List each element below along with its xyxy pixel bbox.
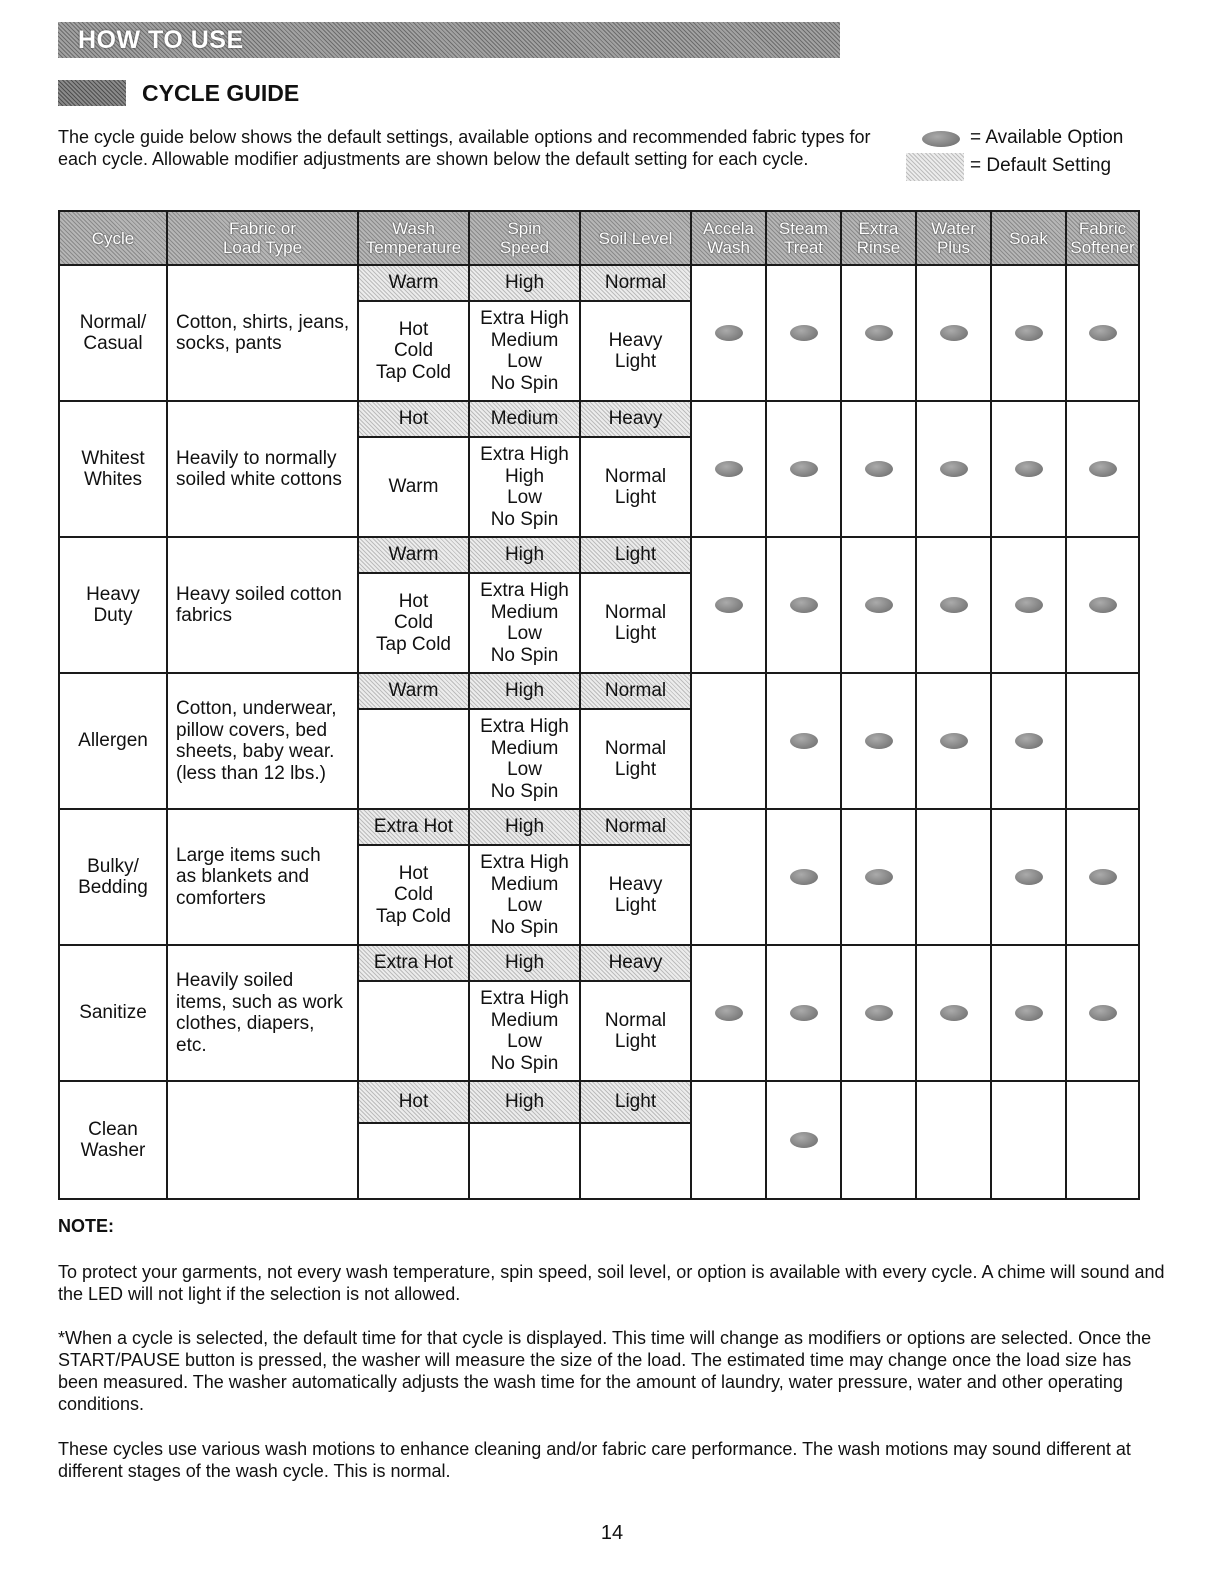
available-option-dot <box>790 597 818 613</box>
default-spin-speed-cell: High <box>468 264 579 300</box>
banner-title: HOW TO USE <box>78 26 244 54</box>
soak-option-cell <box>990 400 1065 536</box>
spin-speed-options-cell: Extra High Medium Low No Spin <box>468 300 579 400</box>
wash-temperature-options-cell <box>357 980 468 1080</box>
available-option-dot <box>1015 869 1043 885</box>
spin-speed-options-cell: Extra High Medium Low No Spin <box>468 980 579 1080</box>
available-option-legend-icon <box>922 131 960 147</box>
available-option-dot <box>1089 597 1117 613</box>
soak-option-cell <box>990 808 1065 944</box>
note-paragraph-garments: To protect your garments, not every wash temperature, spin speed, soil level, or option is available with every cycle. A chime will sound and the LED will not light if the selection is not allowed. <box>58 1262 1165 1304</box>
intro-paragraph: The cycle guide below shows the default settings, available options and recommended fabric types for each cycle. Allowable modifier adjustments are shown below the default setting for each cycle. <box>58 127 871 169</box>
available-option-dot <box>940 325 968 341</box>
fabric-softener-option-cell <box>1065 264 1138 400</box>
accela-wash-option-cell <box>690 808 765 944</box>
water-plus-option-cell <box>915 944 990 1080</box>
fabric-type-cell: Heavy soiled cotton fabrics <box>166 536 357 672</box>
fabric-type-cell: Large items such as blankets and comforters <box>166 808 357 944</box>
cycle-name-cell: Bulky/ Bedding <box>58 808 166 944</box>
available-option-dot <box>715 597 743 613</box>
available-option-dot <box>940 597 968 613</box>
available-option-dot <box>865 733 893 749</box>
default-spin-speed-cell: Medium <box>468 400 579 436</box>
soil-level-options-cell: Normal Light <box>579 436 690 536</box>
fabric-softener-option-cell <box>1065 1080 1138 1198</box>
soil-level-options-cell: Normal Light <box>579 708 690 808</box>
fabric-type-cell <box>166 1080 357 1198</box>
column-header-fabric-or-load-type: Fabric or Load Type <box>166 210 357 264</box>
water-plus-option-cell <box>915 264 990 400</box>
available-option-dot <box>1089 869 1117 885</box>
accela-wash-option-cell <box>690 400 765 536</box>
cycle-name-cell: Sanitize <box>58 944 166 1080</box>
fabric-type-cell: Cotton, shirts, jeans, socks, pants <box>166 264 357 400</box>
fabric-softener-option-cell <box>1065 944 1138 1080</box>
wash-temperature-options-cell <box>357 1122 468 1198</box>
page-number: 14 <box>600 1522 624 1544</box>
soak-option-cell <box>990 264 1065 400</box>
column-header-accela-wash: Accela Wash <box>690 210 765 264</box>
spin-speed-options-cell: Extra High Medium Low No Spin <box>468 572 579 672</box>
default-setting-legend-swatch <box>906 153 964 181</box>
available-option-dot <box>715 1005 743 1021</box>
wash-temperature-options-cell: Hot Cold Tap Cold <box>357 844 468 944</box>
water-plus-option-cell <box>915 400 990 536</box>
spin-speed-options-cell: Extra High High Low No Spin <box>468 436 579 536</box>
available-option-dot <box>790 1005 818 1021</box>
available-option-dot <box>1015 461 1043 477</box>
available-option-dot <box>940 733 968 749</box>
extra-rinse-option-cell <box>840 400 915 536</box>
section-marker-block <box>58 80 126 106</box>
available-option-dot <box>790 461 818 477</box>
water-plus-option-cell <box>915 1080 990 1198</box>
available-option-dot <box>790 325 818 341</box>
fabric-softener-option-cell <box>1065 672 1138 808</box>
extra-rinse-option-cell <box>840 944 915 1080</box>
default-wash-temperature-cell: Hot <box>357 400 468 436</box>
fabric-type-cell: Heavily soiled items, such as work clothes, diapers, etc. <box>166 944 357 1080</box>
available-option-dot <box>790 733 818 749</box>
default-spin-speed-cell: High <box>468 1080 579 1122</box>
soil-level-options-cell <box>579 1122 690 1198</box>
default-wash-temperature-cell: Hot <box>357 1080 468 1122</box>
available-option-dot <box>790 869 818 885</box>
accela-wash-option-cell <box>690 264 765 400</box>
spin-speed-options-cell <box>468 1122 579 1198</box>
default-wash-temperature-cell: Warm <box>357 264 468 300</box>
default-spin-speed-cell: High <box>468 808 579 844</box>
wash-temperature-options-cell: Hot Cold Tap Cold <box>357 300 468 400</box>
available-option-dot <box>1015 597 1043 613</box>
steam-treat-option-cell <box>765 1080 840 1198</box>
soil-level-options-cell: Normal Light <box>579 980 690 1080</box>
available-option-dot <box>865 1005 893 1021</box>
water-plus-option-cell <box>915 536 990 672</box>
available-option-dot <box>1089 325 1117 341</box>
water-plus-option-cell <box>915 808 990 944</box>
soak-option-cell <box>990 672 1065 808</box>
available-option-dot <box>865 869 893 885</box>
steam-treat-option-cell <box>765 808 840 944</box>
available-option-dot <box>715 325 743 341</box>
column-header-steam-treat: Steam Treat <box>765 210 840 264</box>
column-header-fabric-softener: Fabric Softener <box>1065 210 1138 264</box>
wash-temperature-options-cell: Hot Cold Tap Cold <box>357 572 468 672</box>
default-soil-level-cell: Heavy <box>579 944 690 980</box>
available-option-dot <box>940 1005 968 1021</box>
steam-treat-option-cell <box>765 400 840 536</box>
soil-level-options-cell: Normal Light <box>579 572 690 672</box>
available-option-dot <box>865 325 893 341</box>
available-option-dot <box>940 461 968 477</box>
default-spin-speed-cell: High <box>468 944 579 980</box>
default-spin-speed-cell: High <box>468 536 579 572</box>
default-wash-temperature-cell: Extra Hot <box>357 944 468 980</box>
steam-treat-option-cell <box>765 264 840 400</box>
cycle-name-cell: Heavy Duty <box>58 536 166 672</box>
spin-speed-options-cell: Extra High Medium Low No Spin <box>468 708 579 808</box>
column-header-spin-speed: Spin Speed <box>468 210 579 264</box>
note-heading: NOTE: <box>58 1216 114 1236</box>
soak-option-cell <box>990 536 1065 672</box>
default-wash-temperature-cell: Warm <box>357 536 468 572</box>
accela-wash-option-cell <box>690 944 765 1080</box>
extra-rinse-option-cell <box>840 808 915 944</box>
available-option-legend-label: = Available Option <box>970 127 1124 148</box>
default-soil-level-cell: Normal <box>579 672 690 708</box>
wash-temperature-options-cell: Warm <box>357 436 468 536</box>
steam-treat-option-cell <box>765 672 840 808</box>
cycle-name-cell: Allergen <box>58 672 166 808</box>
available-option-dot <box>790 1132 818 1148</box>
accela-wash-option-cell <box>690 672 765 808</box>
available-option-dot <box>1015 733 1043 749</box>
column-header-extra-rinse: Extra Rinse <box>840 210 915 264</box>
water-plus-option-cell <box>915 672 990 808</box>
steam-treat-option-cell <box>765 536 840 672</box>
fabric-type-cell: Heavily to normally soiled white cottons <box>166 400 357 536</box>
soak-option-cell <box>990 944 1065 1080</box>
column-header-cycle: Cycle <box>58 210 166 264</box>
available-option-dot <box>865 461 893 477</box>
default-soil-level-cell: Light <box>579 1080 690 1122</box>
soil-level-options-cell: Heavy Light <box>579 844 690 944</box>
cycle-guide-table <box>58 210 1140 1200</box>
steam-treat-option-cell <box>765 944 840 1080</box>
soak-option-cell <box>990 1080 1065 1198</box>
extra-rinse-option-cell <box>840 536 915 672</box>
spin-speed-options-cell: Extra High Medium Low No Spin <box>468 844 579 944</box>
section-title: CYCLE GUIDE <box>142 80 300 106</box>
soil-level-options-cell: Heavy Light <box>579 300 690 400</box>
fabric-type-cell: Cotton, underwear, pillow covers, bed sheets, baby wear. (less than 12 lbs.) <box>166 672 357 808</box>
fabric-softener-option-cell <box>1065 808 1138 944</box>
available-option-dot <box>1089 1005 1117 1021</box>
column-header-soak: Soak <box>990 210 1065 264</box>
default-wash-temperature-cell: Extra Hot <box>357 808 468 844</box>
available-option-dot <box>1015 325 1043 341</box>
default-wash-temperature-cell: Warm <box>357 672 468 708</box>
fabric-softener-option-cell <box>1065 536 1138 672</box>
accela-wash-option-cell <box>690 536 765 672</box>
default-soil-level-cell: Normal <box>579 808 690 844</box>
default-soil-level-cell: Light <box>579 536 690 572</box>
section-banner <box>58 22 840 58</box>
available-option-dot <box>865 597 893 613</box>
available-option-dot <box>1089 461 1117 477</box>
note-paragraph-wash-motions: These cycles use various wash motions to enhance cleaning and/or fabric care performance. The wash motions may sound different at different stages of the wash cycle. This is normal. <box>58 1439 1131 1481</box>
available-option-dot <box>1015 1005 1043 1021</box>
default-setting-legend-label: = Default Setting <box>970 155 1112 176</box>
extra-rinse-option-cell <box>840 264 915 400</box>
fabric-softener-option-cell <box>1065 400 1138 536</box>
default-soil-level-cell: Heavy <box>579 400 690 436</box>
available-option-dot <box>715 461 743 477</box>
cycle-name-cell: Clean Washer <box>58 1080 166 1198</box>
default-spin-speed-cell: High <box>468 672 579 708</box>
wash-temperature-options-cell <box>357 708 468 808</box>
column-header-water-plus: Water Plus <box>915 210 990 264</box>
extra-rinse-option-cell <box>840 1080 915 1198</box>
column-header-wash-temperature: Wash Temperature <box>357 210 468 264</box>
cycle-name-cell: Normal/ Casual <box>58 264 166 400</box>
accela-wash-option-cell <box>690 1080 765 1198</box>
column-header-soil-level: Soil Level <box>579 210 690 264</box>
cycle-name-cell: Whitest Whites <box>58 400 166 536</box>
default-soil-level-cell: Normal <box>579 264 690 300</box>
note-paragraph-default-time: *When a cycle is selected, the default time for that cycle is displayed. This time will change as modifiers or options are selected. Once the START/PAUSE button is pressed, the washer will measure the size of the load. The estimated time may change once the load size has been measured. The washer automatically adjusts the wash time for the amount of laundry, water pressure, water and other operating conditions. <box>58 1328 1152 1414</box>
extra-rinse-option-cell <box>840 672 915 808</box>
